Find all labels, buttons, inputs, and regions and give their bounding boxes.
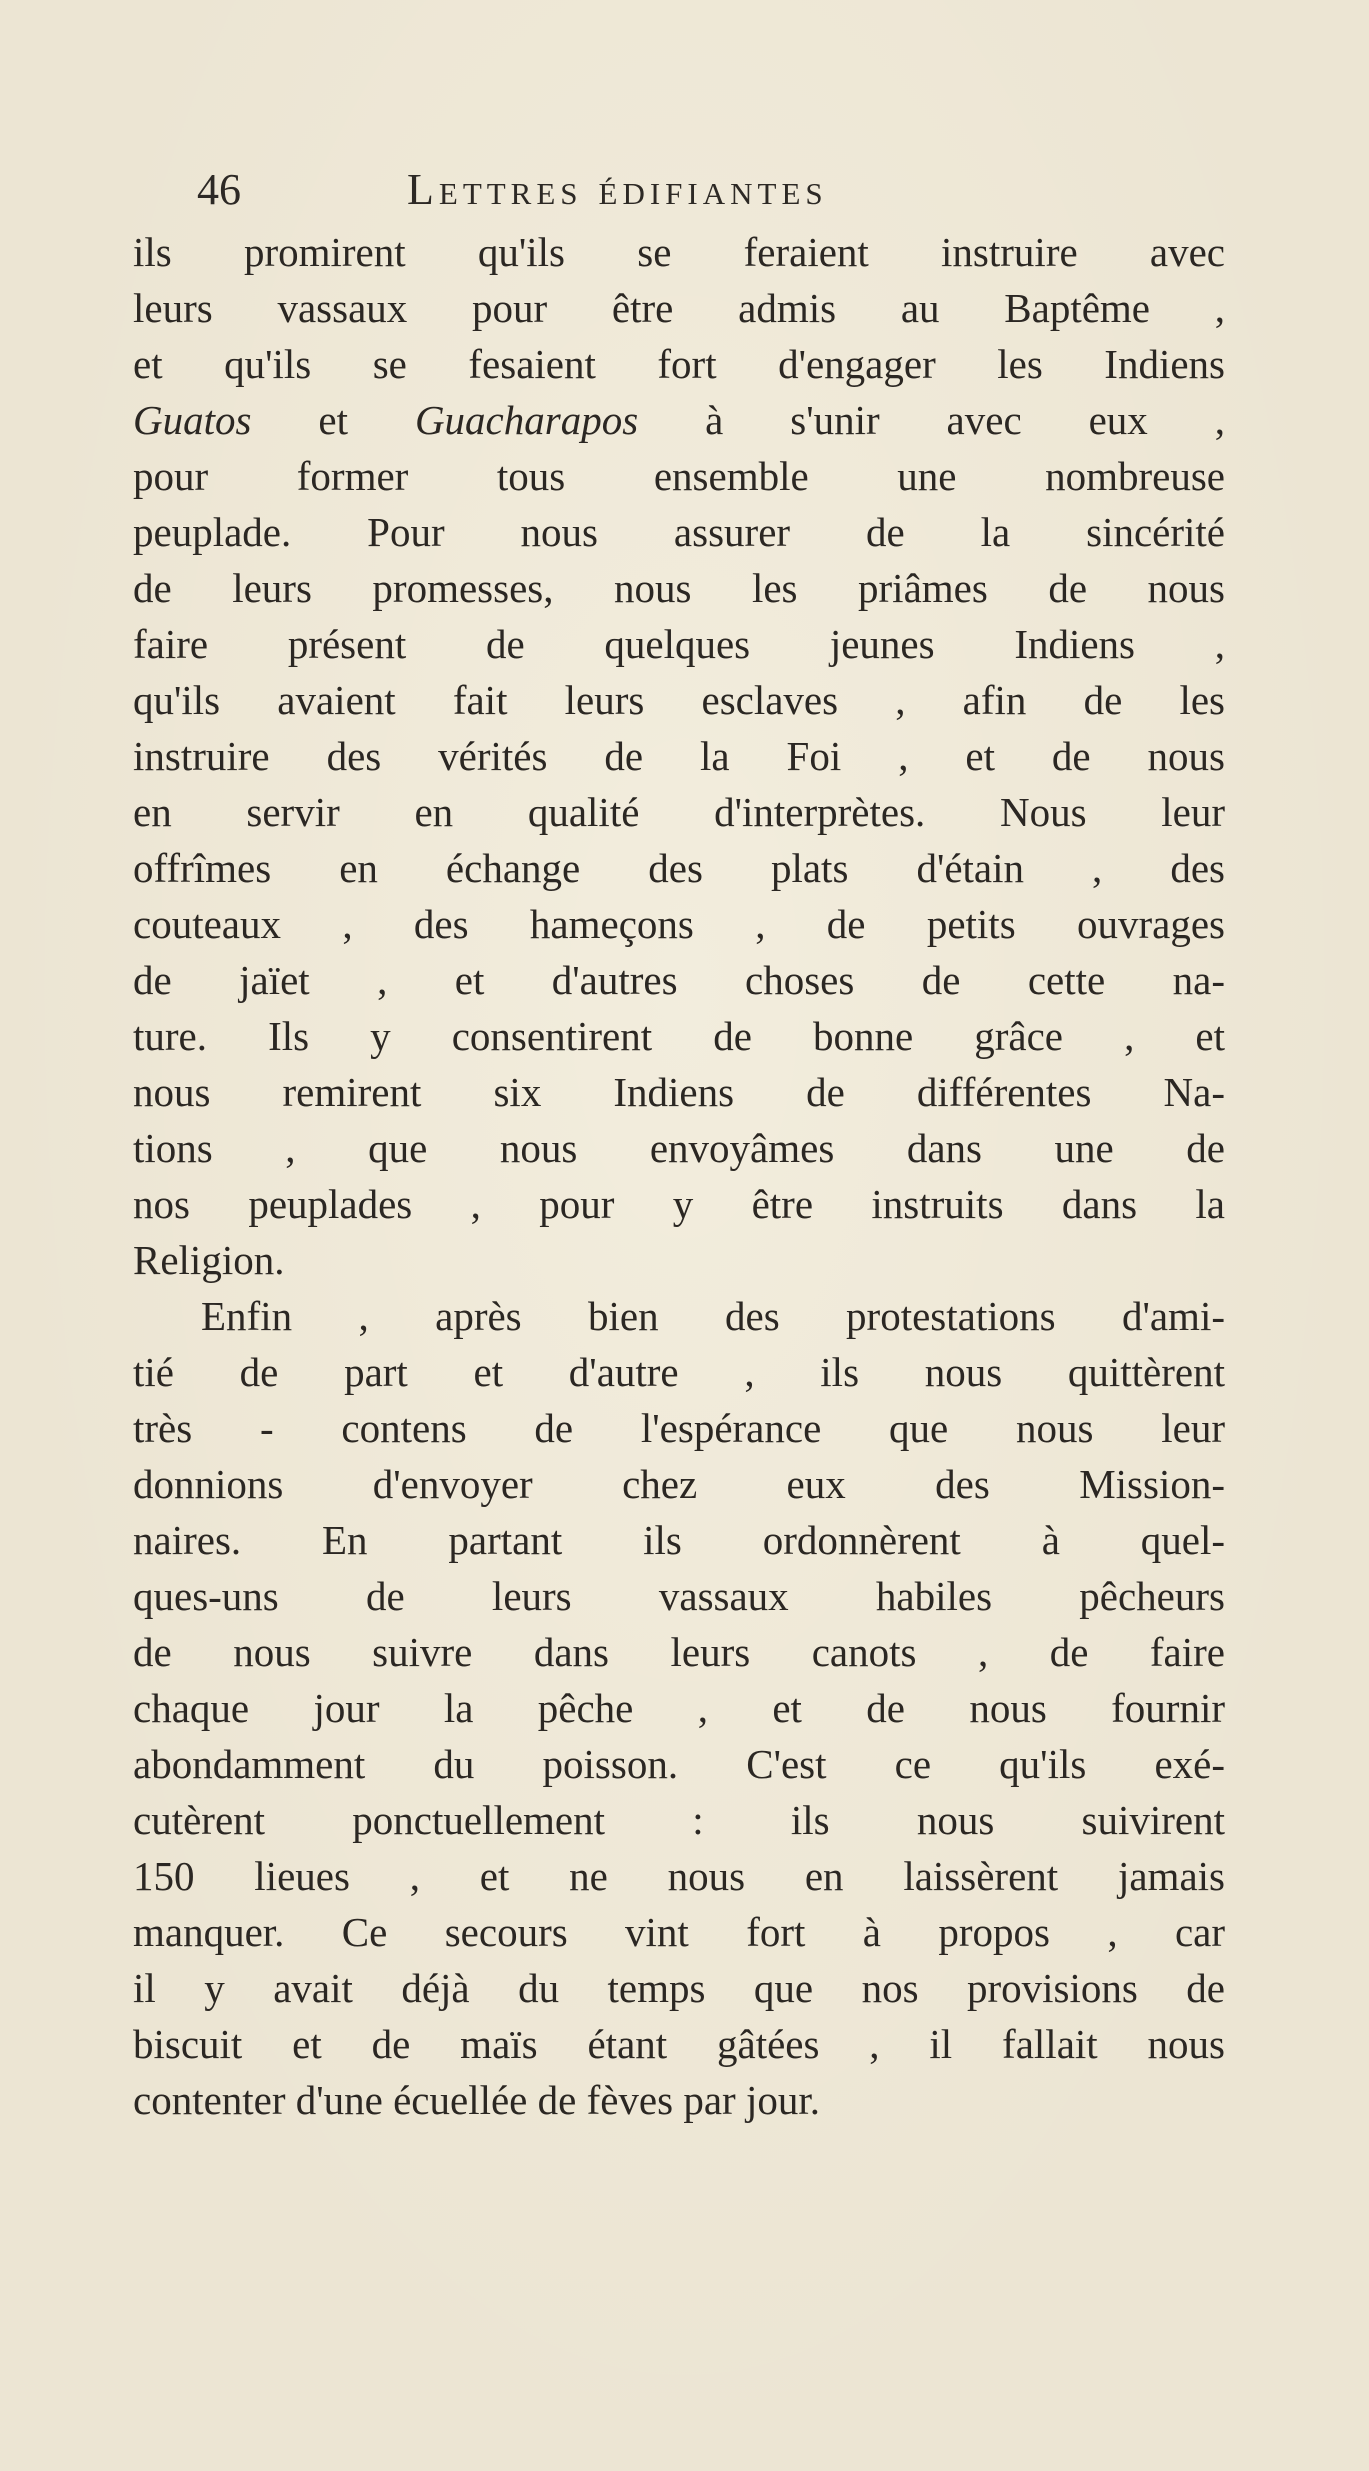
text-line: et qu'ils se fesaient fort d'engager les Indiens [133,341,1225,387]
body-text [133,224,1233,2128]
text-line: Guatos et Guacharapos à s'unir avec eux , [133,397,1225,443]
text-line: de leurs promesses, nous les priâmes de nous [133,565,1225,611]
text-line: tié de part et d'autre , ils nous quittèrent [133,1349,1225,1395]
text-line: couteaux , des hameçons , de petits ouvrages [133,901,1225,947]
text-line: il y avait déjà du temps que nos provisions de [133,1965,1225,2011]
text-line: ture. Ils y consentirent de bonne grâce , et [133,1013,1225,1059]
text-line: faire présent de quelques jeunes Indiens , [133,621,1225,667]
paragraph-1 [133,224,1233,1288]
text-line: ils promirent qu'ils se feraient instruire avec [133,229,1225,275]
text-line: manquer. Ce secours vint fort à propos , car [133,1909,1225,1955]
page-number: 46 [197,165,241,214]
text-line: très - contens de l'espérance que nous leur [133,1405,1225,1451]
text-line: pour former tous ensemble une nombreuse [133,453,1225,499]
text-line: contenter d'une écuellée de fèves par jour. [133,2077,820,2123]
paragraph-2 [133,1288,1233,2128]
text-line: qu'ils avaient fait leurs esclaves , afin de les [133,677,1225,723]
text-line: cutèrent ponctuellement : ils nous suivirent [133,1797,1225,1843]
text-line: instruire des vérités de la Foi , et de nous [133,733,1225,779]
running-title: Lettres édifiantes [407,165,828,214]
text-line: 150 lieues , et ne nous en laissèrent jamais [133,1853,1225,1899]
text-line: nous remirent six Indiens de différentes Na- [133,1069,1225,1115]
text-line: ques-uns de leurs vassaux habiles pêcheurs [133,1573,1225,1619]
text-line: tions , que nous envoyâmes dans une de [133,1125,1225,1171]
text-line: naires. En partant ils ordonnèrent à quel- [133,1517,1225,1563]
page-header [197,160,1197,220]
text-line: de nous suivre dans leurs canots , de faire [133,1629,1225,1675]
text-line: leurs vassaux pour être admis au Baptême , [133,285,1225,331]
text-line: chaque jour la pêche , et de nous fournir [133,1685,1225,1731]
text-line: Religion. [133,1237,285,1283]
text-line: offrîmes en échange des plats d'étain , des [133,845,1225,891]
text-line: nos peuplades , pour y être instruits dans la [133,1181,1225,1227]
text-line: Enfin , après bien des protestations d'ami- [201,1293,1225,1339]
text-line: en servir en qualité d'interprètes. Nous leur [133,789,1225,835]
text-line: donnions d'envoyer chez eux des Mission- [133,1461,1225,1507]
text-line: abondamment du poisson. C'est ce qu'ils exé- [133,1741,1225,1787]
text-line: biscuit et de maïs étant gâtées , il fallait nous [133,2021,1225,2067]
text-line: peuplade. Pour nous assurer de la sincérité [133,509,1225,555]
text-line: de jaïet , et d'autres choses de cette na- [133,957,1225,1003]
